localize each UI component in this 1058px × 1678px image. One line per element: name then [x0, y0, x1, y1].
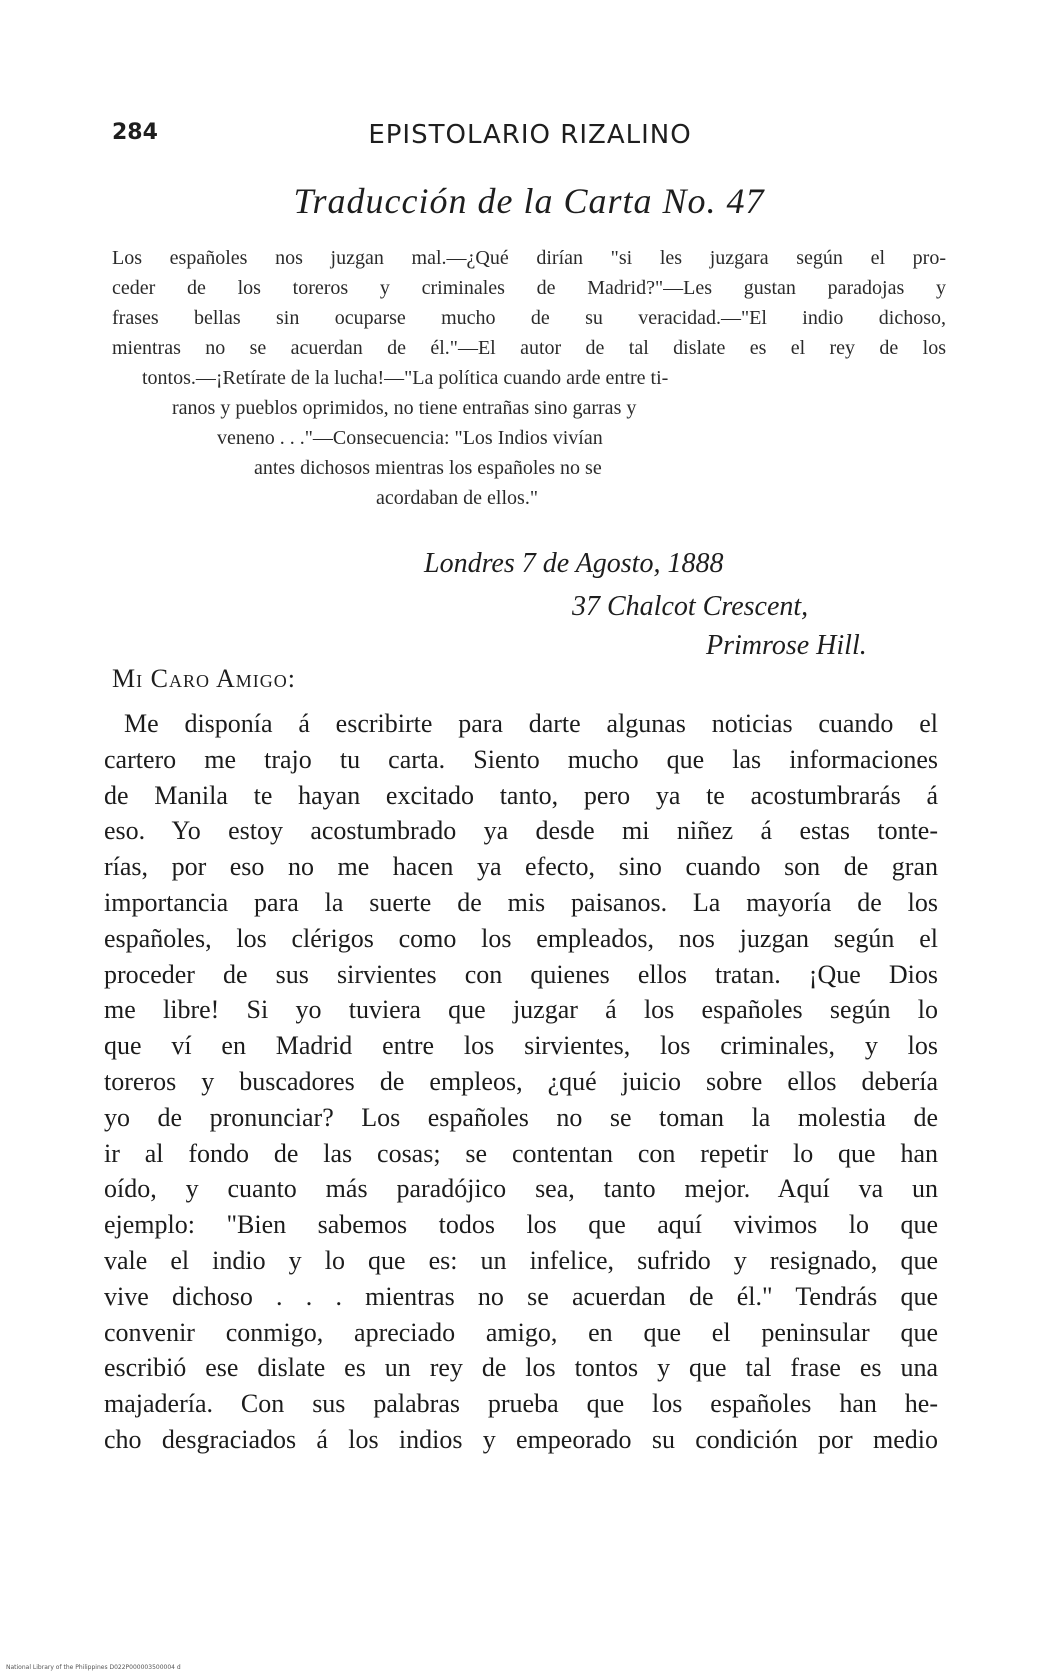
body-line: convenir conmigo, apreciado amigo, en que el peninsular que — [104, 1317, 938, 1347]
salutation: Mi Caro Amigo: — [112, 664, 297, 693]
body-line: cartero me trajo tu carta. Siento mucho que las informaciones — [104, 744, 938, 774]
body-line: escribió ese dislate es un rey de los tontos y que tal frase es una — [104, 1353, 938, 1383]
body-line: vale el indio y lo que es: un infelice, sufrido y resignado, que — [104, 1245, 938, 1275]
body-line: cho desgraciados á los indios y empeorado su condición por medio — [104, 1424, 938, 1454]
dateline-district: Primrose Hill. — [706, 630, 867, 661]
summary-line: mientras no se acuerdan de él."—El autor de tal dislate es el rey de los — [112, 337, 946, 359]
letter-summary — [112, 243, 946, 513]
dateline-place-date: Londres 7 de Agosto, 1888 — [424, 548, 724, 579]
body-line: que ví en Madrid entre los sirvientes, los criminales, y los — [104, 1031, 938, 1061]
summary-line: ranos y pueblos oprimidos, no tiene entrañas sino garras y — [172, 397, 637, 419]
page-header — [112, 120, 948, 160]
library-imprint: National Library of the Philippines D022P000003500004 d — [6, 1664, 181, 1671]
body-line: oído, y cuanto más paradójico sea, tanto mejor. Aquí va un — [104, 1174, 938, 1204]
summary-line: tontos.—¡Retírate de la lucha!—"La política cuando arde entre ti- — [142, 367, 669, 389]
body-line: ir al fondo de las cosas; se contentan con repetir lo que han — [104, 1138, 938, 1168]
page-number: 284 — [112, 120, 158, 145]
summary-line: ceder de los toreros y criminales de Madrid?"—Les gustan paradojas y — [112, 277, 946, 299]
body-line: ejemplo: "Bien sabemos todos los que aquí vivimos lo que — [104, 1210, 938, 1240]
body-line: yo de pronunciar? Los españoles no se toman la molestia de — [104, 1102, 938, 1132]
body-line: toreros y buscadores de empleos, ¿qué juicio sobre ellos debería — [104, 1066, 938, 1096]
running-head: EPISTOLARIO RIZALINO — [368, 120, 692, 150]
body-line: Me disponía á escribirte para darte algunas noticias cuando el — [124, 709, 938, 738]
body-line: de Manila te hayan excitado tanto, pero ya te acostumbrarás á — [104, 780, 938, 810]
body-line: importancia para la suerte de mis paisanos. La mayoría de los — [104, 887, 938, 917]
dateline-street: 37 Chalcot Crescent, — [572, 591, 809, 622]
summary-line: acordaban de ellos." — [376, 487, 538, 509]
body-line: proceder de sus sirvientes con quienes ellos tratan. ¡Que Dios — [104, 959, 938, 989]
body-line: vive dichoso . . . mientras no se acuerdan de él." Tendrás que — [104, 1281, 938, 1311]
letter-body — [104, 706, 938, 1458]
summary-line: antes dichosos mientras los españoles no se — [254, 457, 602, 479]
summary-line: veneno . . ."—Consecuencia: "Los Indios vivían — [217, 427, 603, 449]
summary-line: frases bellas sin ocuparse mucho de su veracidad.—"El indio dichoso, — [112, 307, 946, 329]
body-line: me libre! Si yo tuviera que juzgar á los españoles según lo — [104, 995, 938, 1025]
body-line: eso. Yo estoy acostumbrado ya desde mi niñez á estas tonte- — [104, 816, 938, 846]
translation-title: Traducción de la Carta No. 47 — [293, 181, 765, 221]
summary-line: Los españoles nos juzgan mal.—¿Qué dirían "si les juzgara según el pro- — [112, 247, 946, 269]
body-line: majadería. Con sus palabras prueba que los españoles han he- — [104, 1389, 938, 1419]
body-line: españoles, los clérigos como los empleados, nos juzgan según el — [104, 923, 938, 953]
body-line: rías, por eso no me hacen ya efecto, sino cuando son de gran — [104, 852, 938, 882]
